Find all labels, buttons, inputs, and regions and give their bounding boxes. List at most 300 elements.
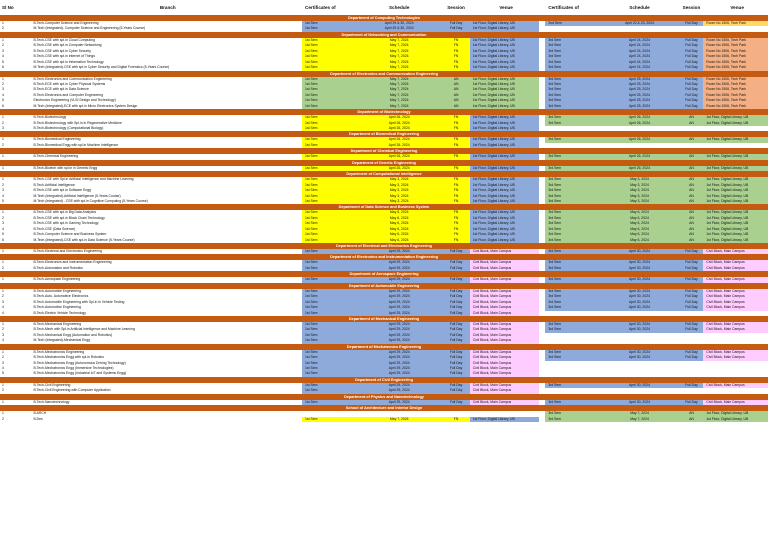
table-row [0,417,768,422]
branch-cell: B.Tech-Mechatronics Engineering [33,349,85,354]
venue-cell-2: 1st Floor, Digital Library, UB [703,199,768,204]
header-venue-1: Venue [499,5,513,10]
venue-cell-1: 1st Floor, Digital Library, UB [470,21,540,26]
session-cell-2: AN [680,177,704,182]
schedule-cell-2: April 30, 2024 [597,383,679,388]
session-cell-1: Full Day [442,355,469,360]
schedule-cell-2: April 25, 2024 [597,77,679,82]
certificate-cell-1: 1st Sem [302,249,354,254]
sl-cell: 2 [2,355,4,360]
certificate-cell-2: 3rd Sem [545,49,597,54]
certificate-cell-2: 2nd Sem [545,21,597,26]
schedule-cell-1: May 7, 2024 [354,60,442,65]
sl-cell: 2 [2,81,4,86]
venue-cell-1: 1st Floor, Digital Library, UB [470,221,540,226]
schedule-cell-1: May 6, 2024 [354,238,442,243]
sl-cell: 5 [2,232,4,237]
schedule-cell-1: April 29, 2024 [354,338,442,343]
venue-cell-1: 1st Floor, Digital Library, UB [470,93,540,98]
certificate-cell-2: 3rd Sem [545,350,597,355]
sl-cell: 1 [2,382,4,387]
table-row [0,154,768,159]
certificate-cell-1: 1st Sem [302,238,354,243]
session-cell-1: Full Day [442,400,469,405]
schedule-cell-2: May 6, 2024 [597,227,679,232]
certificate-cell-1: 1st Sem [302,54,354,59]
certificate-cell-2: 3rd Sem [545,227,597,232]
schedule-cell-2: April 24, 2024 [597,49,679,54]
schedule-cell-1: April 29 & 30, 2024 [354,21,442,26]
session-cell-1: FN [442,210,469,215]
section-header: Department of Aerospace Engineering [0,271,768,277]
branch-cell: B.Tech-Biotechnology (Computational Biology) [33,126,104,130]
session-cell-2: Full Day [680,38,704,43]
venue-cell-1: Civil Block, Main Campus [470,400,540,405]
session-cell-2: Full Day [680,77,704,82]
table-body [0,15,768,422]
session-cell-1: Full Day [442,260,469,265]
session-cell-1: FN [442,227,469,232]
venue-cell-1: Civil Block, Main Campus [470,289,540,294]
session-cell-1: Full Day [442,305,469,310]
session-cell-1: FN [442,232,469,237]
schedule-cell-2: April 30, 2024 [597,350,679,355]
venue-cell-2: 1st Floor, Digital Library, UB [703,166,768,171]
certificate-cell-2: 3rd Sem [545,104,597,109]
certificate-cell-1: 1st Sem [302,361,354,366]
certificate-cell-2: 3rd Sem [545,98,597,103]
session-cell-2: Full Day [680,49,704,54]
sl-cell: 3 [2,332,4,337]
schedule-cell-2: April 25, 2024 [597,93,679,98]
schedule-cell-1: May 3, 2024 [354,183,442,188]
branch-cell: B.Tech-Automobile Engineering [33,288,81,293]
session-cell-1: FN [442,238,469,243]
venue-cell-2: Civil Block, Main Campus [703,355,768,360]
session-cell-2: Full Day [680,60,704,65]
certificate-cell-2: 3rd Sem [545,300,597,305]
venue-cell-1: Civil Block, Main Campus [470,322,540,327]
venue-cell-1: 1st Floor, Digital Library, UB [470,177,540,182]
schedule-cell-2: May 3, 2024 [597,183,679,188]
certificate-cell-2: 3rd Sem [545,194,597,199]
session-cell-2: AN [680,188,704,193]
certificate-cell-2: 3rd Sem [545,154,597,159]
venue-cell-2: Room No 1506, Tech Park [703,98,768,103]
certificate-cell-2: 3rd Sem [545,137,597,142]
schedule-cell-1: April 29, 2024 [354,366,442,371]
sl-cell: 2 [2,43,4,48]
schedule-cell-1: May 6, 2024 [354,227,442,232]
session-cell-2: AN [680,232,704,237]
branch-cell: B.Tech-Mechanical Engineering [33,321,82,326]
session-cell-2: AN [680,216,704,221]
section-header: Department of Electronics and Instrumentation Engineering [0,254,768,260]
sl-cell: 5 [2,59,4,64]
schedule-cell-1: April 29, 2024 [354,355,442,360]
branch-cell: B.Tech-CSE with spl.in Software Engg [33,188,91,193]
sl-cell: 2 [2,388,4,393]
schedule-cell-2: April 24, 2024 [597,38,679,43]
branch-cell: Electronics Engineering (VLSI Design and Technology) [33,98,116,103]
certificate-cell-1: 1st Sem [302,210,354,215]
schedule-cell-2: April 24, 2024 [597,65,679,70]
venue-cell-2: Room No 1506, Tech Park [703,93,768,98]
schedule-cell-2: April 30, 2024 [597,266,679,271]
header-sl: Sl No [2,5,14,10]
session-cell-2: Full Day [680,322,704,327]
venue-cell-1: Civil Block, Main Campus [470,327,540,332]
branch-cell: B.Tech-CSE with spl.in Block Chain Technology [33,215,105,220]
certificate-cell-1: 1st Sem [302,266,354,271]
venue-cell-1: 1st Floor, Digital Library, UB [470,238,540,243]
schedule-cell-1: May 3, 2024 [354,177,442,182]
schedule-cell-2: April 22 & 23, 2024 [597,21,679,26]
session-cell-2: Full Day [680,87,704,92]
schedule-cell-1: April 26, 2024 [354,121,442,126]
schedule-cell-1: April 29, 2024 [354,300,442,305]
certificate-cell-1: 1st Sem [302,311,354,316]
branch-cell: B.Tech-CSE with spl.in Big Data Analytics [33,210,97,215]
session-cell-1: FN [442,49,469,54]
certificate-cell-1: 1st Sem [302,183,354,188]
venue-cell-2: Room No 1506, Tech Park [703,38,768,43]
session-cell-1: Full Day [442,249,469,254]
session-cell-2: Full Day [680,249,704,254]
certificate-cell-1: 1st Sem [302,115,354,120]
branch-cell: B.Tech-Mechatronics Engg (Autonomous Driving Technology) [33,360,126,365]
certificate-cell-1: 1st Sem [302,333,354,338]
certificate-cell-2: 3rd Sem [545,260,597,265]
sl-cell: 1 [2,115,4,120]
certificate-cell-1: 1st Sem [302,371,354,376]
header-session-2: Session [682,5,701,10]
certificate-cell-2: 3rd Sem [545,43,597,48]
section-header: Department of Biomedical Engineering [0,131,768,137]
certificate-cell-2: 3rd Sem [545,277,597,282]
schedule-cell-1: April 29, 2024 [354,322,442,327]
sl-cell: 1 [2,21,4,25]
venue-cell-1: Civil Block, Main Campus [470,311,540,316]
certificate-cell-1: 1st Sem [302,383,354,388]
session-cell-1: Full Day [442,371,469,376]
venue-cell-2: 1st Floor, Digital Library, UB [703,183,768,188]
schedule-cell-1: April 26, 2024 [354,137,442,142]
branch-cell: B.Tech-CSE with spl.in Cloud Computing [33,37,95,42]
session-cell-1: FN [442,126,469,131]
branch-cell: M.Tech (Integrated)-Mechanical Engg [33,338,90,343]
branch-cell: B.Tech-Mech with Spl.in Artificial Intelligence and Machine Learning [33,327,135,332]
branch-cell: B.Tech-Artificial Intelligence [33,182,75,187]
schedule-cell-2: April 30, 2024 [597,322,679,327]
branch-cell: B.Tech-Automation and Robotics [33,265,83,270]
venue-cell-2: 1st Floor, Digital Library, UB [703,216,768,221]
schedule-cell-1: May 7, 2024 [354,49,442,54]
schedule-cell-2: April 30, 2024 [597,327,679,332]
session-cell-2: AN [680,210,704,215]
schedule-cell-1: April 26, 2024 [354,126,442,131]
certificate-cell-2: 3rd Sem [545,327,597,332]
schedule-cell-2: April 24, 2024 [597,43,679,48]
session-cell-2: AN [680,137,704,142]
session-cell-1: Full Day [442,277,469,282]
certificate-cell-1: 1st Sem [302,260,354,265]
schedule-cell-2: April 30, 2024 [597,305,679,310]
schedule-cell-2: April 30, 2024 [597,277,679,282]
sl-cell: 2 [2,215,4,220]
venue-cell-2: Room No 1506, Tech Park [703,60,768,65]
sl-cell: 2 [2,26,4,31]
schedule-cell-1: May 7, 2024 [354,93,442,98]
venue-cell-1: 1st Floor, Digital Library, UB [470,54,540,59]
sl-cell: 1 [2,277,4,282]
venue-cell-2: Civil Block, Main Campus [703,260,768,265]
session-cell-2: Full Day [680,43,704,48]
section-header: Department of Mechanical Engineering [0,316,768,322]
sl-cell: 1 [2,137,4,142]
sl-cell: 4 [2,193,4,198]
venue-cell-1: 1st Floor, Digital Library, UB [470,232,540,237]
section-header: Department of Mechatronics Engineering [0,344,768,350]
venue-cell-1: Civil Block, Main Campus [470,388,540,393]
schedule-cell-2: May 3, 2024 [597,177,679,182]
certificate-cell-1: 1st Sem [302,388,354,393]
venue-cell-2: 1st Floor, Digital Library, UB [703,121,768,126]
schedule-cell-1: May 6, 2024 [354,232,442,237]
sl-cell: 1 [2,177,4,182]
session-cell-2: Full Day [680,327,704,332]
certificate-cell-2: 3rd Sem [545,82,597,87]
schedule-cell-1: April 29 & 30, 2024 [354,26,442,31]
certificate-cell-1: 1st Sem [302,227,354,232]
certificate-cell-1: 1st Sem [302,327,354,332]
certificate-cell-2: 3rd Sem [545,121,597,126]
certificate-cell-2: 3rd Sem [545,166,597,171]
schedule-cell-1: April 29, 2024 [354,249,442,254]
certificate-cell-1: 1st Sem [302,417,354,422]
session-cell-1: AN [442,82,469,87]
branch-cell: B.Tech-Mechanical Engg (Automation and Robotics) [33,332,113,337]
venue-cell-2: Room No 1506, Tech Park [703,77,768,82]
schedule-cell-1: April 29, 2024 [354,260,442,265]
schedule-cell-1: May 7, 2024 [354,98,442,103]
certificate-cell-2: 3rd Sem [545,400,597,405]
session-cell-2: AN [680,227,704,232]
session-cell-2: Full Day [680,305,704,310]
certificate-cell-1: 1st Sem [302,77,354,82]
sl-cell: 4 [2,366,4,370]
session-cell-1: FN [442,183,469,188]
certificate-cell-2: 3rd Sem [545,199,597,204]
venue-cell-1: 1st Floor, Digital Library, UB [470,154,540,159]
venue-cell-1: Civil Block, Main Campus [470,366,540,371]
schedule-cell-1: May 6, 2024 [354,210,442,215]
sl-cell: 5 [2,98,4,103]
session-cell-1: Full Day [442,311,469,316]
session-cell-1: AN [442,77,469,82]
schedule-cell-2: May 6, 2024 [597,210,679,215]
schedule-cell-2: April 25, 2024 [597,82,679,87]
schedule-cell-2: May 7, 2024 [597,411,679,416]
branch-cell: B.Tech-CSE with spl.in Information Technology [33,59,104,64]
schedule-cell-2: April 25, 2024 [597,87,679,92]
session-cell-2: Full Day [680,260,704,265]
venue-cell-2: 1st Floor, Digital Library, UB [703,232,768,237]
session-cell-1: Full Day [442,350,469,355]
schedule-cell-1: May 7, 2024 [354,104,442,109]
certificate-cell-2: 3rd Sem [545,188,597,193]
schedule-cell-2: April 26, 2024 [597,121,679,126]
certificate-cell-2: 3rd Sem [545,221,597,226]
branch-cell: M.Tech (Integrated)- Computer Science and Engineering (5-Years Course) [33,26,146,31]
schedule-cell-1: April 29, 2024 [354,333,442,338]
venue-cell-2: Civil Block, Main Campus [703,289,768,294]
session-cell-2: AN [680,183,704,188]
certificate-cell-2: 3rd Sem [545,93,597,98]
venue-cell-1: 1st Floor, Digital Library, UB [470,87,540,92]
schedule-cell-2: April 26, 2024 [597,154,679,159]
venue-cell-2: Room No 1506, Tech Park [703,21,768,26]
sl-cell: 2 [2,142,4,147]
schedule-cell-1: April 29, 2024 [354,289,442,294]
section-header: Department of Biotechnology [0,109,768,115]
certificate-cell-2: 3rd Sem [545,65,597,70]
venue-cell-2: 1st Floor, Digital Library, UB [703,194,768,199]
schedule-cell-2: April 26, 2024 [597,115,679,120]
header-schedule-1: Schedule [388,5,410,10]
session-cell-1: FN [442,188,469,193]
sl-cell: 2 [2,182,4,187]
section-header: School of Architecture and Interior Design [0,405,768,411]
certificate-cell-2: 3rd Sem [545,383,597,388]
venue-cell-2: Room No 1506, Tech Park [703,104,768,109]
session-cell-1: FN [442,137,469,142]
schedule-cell-2: April 26, 2024 [597,166,679,171]
sl-cell: 1 [2,249,4,253]
schedule-cell-1: April 29, 2024 [354,266,442,271]
schedule-cell-2: April 30, 2024 [597,355,679,360]
sl-cell: 5 [2,198,4,203]
branch-cell: B.Des [33,416,43,421]
sl-cell: 1 [2,210,4,215]
venue-cell-1: 1st Floor, Digital Library, UB [470,227,540,232]
venue-cell-2: Civil Block, Main Campus [703,322,768,327]
branch-cell: B.Tech-Biomedical Engg with spl.in Machine Intelligence [33,142,119,147]
certificate-cell-1: 1st Sem [302,221,354,226]
session-cell-1: FN [442,43,469,48]
certificate-cell-2: 3rd Sem [545,54,597,59]
branch-cell: B.Tech-Aerospace Engineering [33,277,81,282]
venue-cell-2: Civil Block, Main Campus [703,327,768,332]
sl-cell: 3 [2,126,4,130]
venue-cell-1: Civil Block, Main Campus [470,294,540,299]
session-cell-1: FN [442,216,469,221]
session-cell-2: Full Day [680,300,704,305]
certificate-cell-1: 1st Sem [302,232,354,237]
venue-cell-1: 1st Floor, Digital Library, UB [470,77,540,82]
session-cell-2: Full Day [680,266,704,271]
session-cell-1: Full Day [442,333,469,338]
venue-cell-1: Civil Block, Main Campus [470,266,540,271]
schedule-cell-1: April 29, 2024 [354,361,442,366]
branch-cell: B.Tech-Mechatronics Engg with spl.in Robotics [33,355,104,360]
venue-cell-2: 1st Floor, Digital Library, UB [703,210,768,215]
branch-cell: B.Tech-CSE with spl.in Cyber Security [33,48,91,53]
schedule-cell-1: May 7, 2024 [354,54,442,59]
branch-cell: B.Tech-CSE with spl.in Computer Networking [33,43,102,48]
session-cell-2: AN [680,411,704,416]
branch-cell: B.Tech-Mechatronics Engg (Immersive Technologies) [33,366,114,370]
venue-cell-2: Civil Block, Main Campus [703,266,768,271]
session-cell-1: FN [442,417,469,422]
section-header: Department of Electronics and Communication Engineering [0,71,768,77]
schedule-cell-1: April 29, 2024 [354,277,442,282]
certificate-cell-1: 1st Sem [302,355,354,360]
schedule-cell-1: May 7, 2024 [354,417,442,422]
certificate-cell-2: 3rd Sem [545,322,597,327]
session-cell-2: Full Day [680,277,704,282]
branch-cell: M.Tech (Integrated) - CSE with spl.in Cognitive Computing (5-Years Course) [33,198,148,203]
schedule-cell-1: April 29, 2024 [354,311,442,316]
certificate-cell-1: 1st Sem [302,126,354,131]
sl-cell: 4 [2,305,4,310]
sl-cell: 2 [2,120,4,125]
venue-cell-1: 1st Floor, Digital Library, UB [470,60,540,65]
sl-cell: 3 [2,299,4,304]
venue-cell-1: 1st Floor, Digital Library, UB [470,43,540,48]
venue-cell-1: 1st Floor, Digital Library, UB [470,183,540,188]
sl-cell: 6 [2,103,4,108]
schedule-cell-1: April 26, 2024 [354,115,442,120]
branch-cell: M.Tech (Integrated)-CSE with spl.in Data Science (5-Years Course) [33,237,135,242]
branch-cell: M.Tech (Integrated)-ECE with spl.in Micro Electronics System Design [33,103,138,108]
session-cell-1: FN [442,121,469,126]
schedule-cell-1: April 29, 2024 [354,383,442,388]
certificate-cell-2: 3rd Sem [545,249,597,254]
certificate-cell-1: 1st Sem [302,82,354,87]
session-cell-1: Full Day [442,322,469,327]
session-cell-2: AN [680,417,704,422]
venue-cell-2: Room No 1506, Tech Park [703,65,768,70]
branch-cell: B.Tech-Biotechnology [33,115,67,120]
header-session-1: Session [447,5,465,10]
certificate-cell-1: 1st Sem [302,98,354,103]
sl-cell: 4 [2,54,4,59]
session-cell-1: FN [442,143,469,148]
session-cell-2: AN [680,199,704,204]
branch-cell: B.Tech-CSE (Data Science) [33,226,76,231]
venue-cell-1: 1st Floor, Digital Library, UB [470,49,540,54]
sl-cell: 2 [2,327,4,332]
schedule-cell-1: May 7, 2024 [354,77,442,82]
header-cert-1: Certificates of [305,5,336,10]
section-header: Department of Civil Engineering [0,377,768,383]
venue-cell-2: Civil Block, Main Campus [703,249,768,254]
venue-cell-1: Civil Block, Main Campus [470,355,540,360]
schedule-cell-2: May 6, 2024 [597,232,679,237]
certificate-cell-2: 3rd Sem [545,183,597,188]
sl-cell: 1 [2,349,4,354]
venue-cell-2: Civil Block, Main Campus [703,294,768,299]
venue-cell-1: 1st Floor, Digital Library, UB [470,194,540,199]
schedule-cell-2: May 3, 2024 [597,199,679,204]
schedule-cell-1: April 26, 2024 [354,166,442,171]
schedule-cell-2: April 30, 2024 [597,400,679,405]
schedule-cell-1: April 29, 2024 [354,388,442,393]
session-cell-2: Full Day [680,400,704,405]
certificate-cell-2: 3rd Sem [545,87,597,92]
venue-cell-1: Civil Block, Main Campus [470,305,540,310]
